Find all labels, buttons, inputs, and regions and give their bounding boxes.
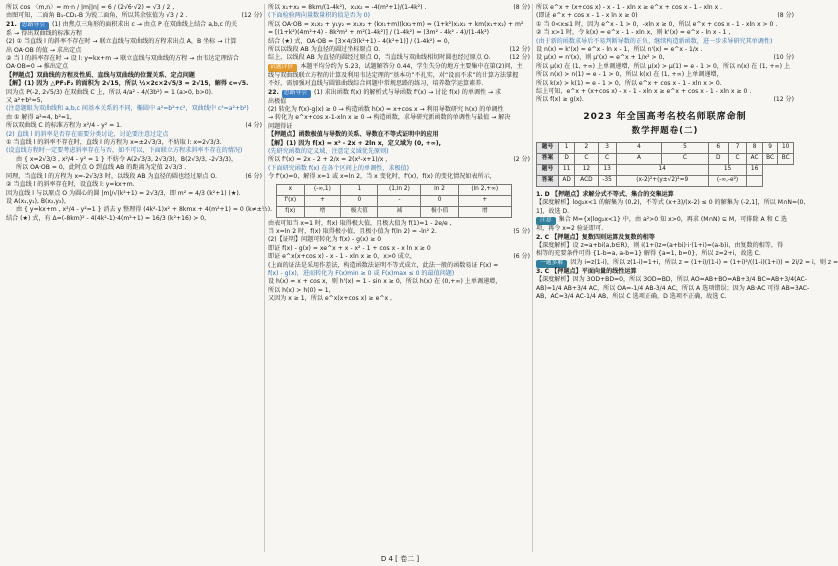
answer-cell: 4	[616, 143, 662, 154]
line-text: (1) 由焦点三角形的面积求出 c → 由点 P 在双曲线上结合 a,b,c 的关	[52, 20, 238, 28]
text-line	[268, 295, 530, 303]
text-line	[268, 278, 530, 286]
line-text: 所以 h(x) > h(0) = 1，	[268, 286, 335, 294]
score-label: (12 分)	[241, 12, 262, 20]
text-line	[268, 253, 530, 261]
table-cell: 增	[458, 206, 511, 217]
line-text: 系 → 得出双曲线的标准方程	[6, 29, 83, 37]
table-cell: 极大值	[341, 206, 378, 217]
line-text: f(x) - g(x)，进而转化为 F(x)min ≥ 0 或 F(x)max ≤ 0 的最值问题)	[268, 270, 455, 278]
text-line	[6, 114, 262, 122]
exam-title: 2023 年全国高考名校名师联席命制	[583, 111, 747, 122]
column-right	[536, 4, 838, 552]
line-text: 所以 f'(x) = 2x - 2 + 2/x = 2(x²-x+1)/x ，	[268, 156, 392, 164]
line-text: 所以 e^x + (x+cos x) - x - 1 - xln x ≥ e^x + cos x - 1 - xln x .	[536, 4, 723, 11]
answer-key-table	[536, 142, 794, 187]
column-right-bottom	[536, 190, 838, 301]
table-cell: f'(x)	[277, 195, 305, 206]
answer-cell: 题号	[537, 164, 559, 175]
text-line	[268, 123, 530, 131]
answer-cell: 12	[575, 164, 598, 175]
line-text: 所以 x₁+x₂ = 8km/(1-4k²)，x₁x₂ = -4(m²+1)/(1-4k²) .	[268, 4, 427, 11]
answer-cell: C	[662, 153, 708, 164]
line-text: (即证 e^x + cos x - 1 - x ln x ≥ 0)	[536, 12, 638, 20]
line-text: AB，AC=3/4 AC-1/4 AB，所以 C 选项正确，D 选项不正确，故选 C.	[536, 292, 727, 300]
answer-cell: D	[558, 153, 574, 164]
text-line	[6, 80, 262, 88]
column-right-top	[536, 4, 794, 105]
text-line	[536, 96, 794, 104]
line-text: 问题得证	[268, 122, 293, 130]
answer-row	[537, 153, 794, 164]
answer-cell: A	[616, 153, 662, 164]
line-text: 所以 k(x) > k(1) = e - 1 > 0，所以 e^x + cos x - 1 - xln x > 0.	[536, 79, 722, 87]
line-text: 【押题点】函数极值与导数的关系、导数在不等式证明中的应用	[268, 131, 439, 139]
section-badge: 思路导引	[282, 90, 311, 98]
tip-badge: 一题多解	[536, 260, 567, 268]
table-cell: +	[458, 195, 511, 206]
table-cell: ln 2	[421, 184, 458, 195]
answer-cell: 题号	[537, 143, 559, 154]
line-text: 所以 OA·OB = 0，此时点 O 到直线 AB 的距离为定值 2√3/3 .	[16, 164, 187, 172]
score-label: (8 分)	[777, 12, 794, 20]
line-text: 因为 i=z(1-i)，所以 z(1-i)=1+i，所以 z = (1+i)/(1-i) = (1+i)²/((1-i)(1+i)) = 2i/2 = i，则 z =	[570, 258, 838, 266]
answer-cell: 答案	[537, 153, 559, 164]
line-text: 由 ① 解得 a²=4, b²=1,	[6, 113, 72, 121]
table-cell: 0	[421, 195, 458, 206]
score-label: (12 分)	[773, 96, 794, 104]
table-cell: x	[277, 184, 305, 195]
text-line	[268, 98, 530, 106]
section-badge: 试题评价	[268, 64, 297, 72]
line-text: ② 当 x>1 时，令 k(x) = e^x - 1 - xln x，则 k'(x) = e^x - ln x - 1 ,	[536, 29, 731, 37]
text-line	[536, 54, 794, 62]
line-text: ② 当 l 的斜率存在时 → 设 l: y=kx+m → 联立直线与双曲线的方程 → 由韦达定理结合	[6, 55, 239, 63]
text-line	[268, 156, 530, 164]
line-text: 设 n(x) = k'(x) = e^x - ln x - 1，所以 n'(x) = e^x - 1/x .	[536, 46, 703, 54]
table-cell: -	[378, 195, 421, 206]
text-line	[268, 220, 530, 228]
text-line	[268, 173, 530, 181]
answer-row	[537, 175, 794, 186]
text-line	[536, 63, 794, 71]
line-text: (下面检验两向量数量积的值是否为 0)	[268, 12, 370, 20]
score-label: (5 分)	[513, 228, 530, 236]
answer-cell: 9	[762, 143, 778, 154]
answer-cell: (-∞,-e²)	[708, 175, 747, 186]
line-text: 所以 cos 〈m,n〉= m·n / |m||n| = 6 / (2√6·√2) = √3 / 2 ,	[6, 4, 175, 11]
line-text: 【解】(1) 因为 △PF₁F₂ 的面积为 2√15，所以 ½×2c×2√5/3 = 2√15，解得 c=√5.	[6, 80, 249, 88]
table-cell: 0	[341, 195, 378, 206]
line-text: (由于新的函数求导后不易判断导数的正负，继续构造新函数，进一步求导研究其单调性)	[536, 37, 773, 45]
answer-cell: 15	[708, 164, 747, 175]
text-line	[536, 80, 794, 88]
answer-row	[537, 164, 794, 175]
text-line	[268, 89, 530, 98]
line-text: 所以以线段 AB 为直径的圆过坐标原点 O.	[268, 46, 381, 54]
text-line	[268, 54, 530, 62]
answer-cell: C	[598, 153, 616, 164]
line-text: 因为点 P(-2, 2√5/3) 在双曲线 C 上，所以 4/a² - 4/(3b²) = 1 (a>0, b>0).	[6, 88, 213, 96]
text-line	[6, 38, 262, 46]
text-line	[268, 245, 530, 253]
answer-cell: (x-2)²+(y±√2)²=9	[616, 175, 708, 186]
score-label: (2 分)	[513, 156, 530, 164]
line-text: (2) ① 当直线 l 的斜率不存在时 → 联立直线与双曲线的方程求出点 A，B 坐标 → 计算	[6, 38, 237, 46]
page-footer: D 4 [ 卷二 ]	[380, 555, 420, 563]
line-text: 结合 (★) 式，有 Δ=(-8km)² - 4(4k²-1)·4(m²+1) = 16/3 (k²+16) > 0,	[6, 214, 207, 222]
line-text: 即证 f(x) - g(x) = xe^x + x - x² - 1 + cos x - x ln x ≥ 0	[268, 244, 431, 252]
line-text: 令 f'(x)=0，解得 x=1 或 x=ln 2，当 x 变化时，f'(x)，f(x) 的变化情况如表所示，	[268, 173, 496, 181]
text-line	[6, 122, 262, 130]
text-line	[268, 12, 530, 20]
line-text: (1) 求出函数 f(x) 的解析式与导函数 f'(x) → 讨论 f(x) 的单调性 → 求	[314, 88, 502, 96]
table-cell: f(x)	[277, 206, 305, 217]
answer-cell: BC	[762, 153, 778, 164]
line-text: 线与双曲线联立方程的计算及利用韦达定理的“基本功”不扎实，对“设而不求”的计算方法掌握	[268, 71, 519, 79]
text-line	[6, 63, 262, 71]
table-cell: (-∞,1)	[304, 184, 341, 195]
table-cell: 极小值	[421, 206, 458, 217]
answer-row	[537, 143, 794, 154]
line-text: 本题平均分约为 5.23，试题解答分 0.44，学生失分的地方主要集中在第(2)问，主	[300, 62, 523, 70]
line-text: 因为直线 l 与以原点 O 为圆心的圆 |m|/√(k²+1) = 2√3/3，即 m² = 4/3 (k²+1) (★).	[6, 189, 241, 197]
text-line	[6, 105, 262, 113]
question-number: 21.	[6, 20, 17, 28]
table-cell: 减	[378, 206, 421, 217]
score-label: (6 分)	[245, 172, 262, 180]
line-text: 所以 OA·OB = x₁x₂ + y₁y₂ = x₁x₂ + (kx₁+m)(kx₂+m) = (1+k²)x₁x₂ + km(x₁+x₂) + m²	[268, 20, 524, 28]
column-divider	[264, 4, 265, 552]
score-label: (10 分)	[773, 54, 794, 62]
line-text: 所以 f(x) ≥ g(x).	[536, 96, 584, 104]
line-text: 同理，当直线 l 的方程为 x=-2√3/3 时，以线段 AB 为直径的圆也经过原点 O.	[6, 172, 217, 180]
text-line	[6, 30, 262, 38]
line-text: 相等的充要条件可得 {1-b=a, a-b=1} 解得 {a=1, b=0}，所以 z=2+i，故选 C.	[536, 250, 761, 258]
line-text: 【深度解析】log₂x<1 的解集为 (0,2)，不等式 (x+3)/(x-2) ≤ 0 的解集为 (-2,1]，所以 M∩N=(0,	[536, 199, 806, 207]
text-line	[536, 258, 838, 268]
text-line	[6, 47, 262, 55]
text-line	[268, 29, 530, 37]
text-line	[536, 38, 794, 46]
exam-subtitle: 数学押题卷(二)	[631, 126, 699, 137]
answer-cell: 3	[598, 143, 616, 154]
line-text: = [(1+k²)(4m²+4) - 8k²m² + m²(1-4k²)] / (1-4k²) = (3m² - 4k² - 4)/(1-4k²)	[268, 29, 490, 37]
line-text: 所以双曲线 C 的标准方程为 x²/4 - y² = 1.	[6, 122, 122, 130]
line-text: ① 当直线 l 的斜率不存在时，直线 l 的方程为 x=±2√3/3，不妨取 l: x=2√3/3.	[6, 139, 222, 147]
question-number: 22.	[268, 88, 279, 96]
answer-cell: 7	[728, 143, 747, 154]
text-line	[536, 208, 794, 216]
text-line	[268, 38, 530, 46]
line-text: 由表可知当 x=1 时，f(x) 取得极大值，且极大值为 f(1)=1 - 2e/e ,	[268, 219, 452, 227]
line-text: 项，再令 x=2 验证即可.	[536, 225, 604, 233]
text-line	[536, 268, 794, 276]
text-line	[6, 12, 262, 20]
answer-cell: 6	[708, 143, 728, 154]
line-text: 出极值	[268, 97, 287, 105]
answer-cell: 14	[616, 164, 708, 175]
column-middle	[268, 4, 530, 552]
line-text: (2)【证明】问题可转化为 f(x) - g(x) ≥ 0	[268, 236, 382, 244]
line-text: (上面的证法是采用作差法，构造函数法证明不等式成立，此法一般的函数易证 F(x) =	[268, 261, 499, 269]
column-left	[6, 4, 273, 552]
line-text: OA·OB=0 → 推出定点	[6, 63, 69, 71]
answer-cell: C	[728, 153, 747, 164]
line-text: 由 { y=kx+m , x²/4 - y²=1 } 消去 y 整理得 (4k²-1)x² + 8kmx + 4(m²+1) = 0 (k≠±½).	[16, 206, 273, 214]
text-line	[268, 72, 530, 80]
line-text: (2) 转化为 f(x)-g(x) ≥ 0 → 构造函数 h(x) = x+cos x → 利用导数研究 h(x) 的单调性	[268, 106, 504, 114]
text-line	[6, 181, 262, 189]
score-label: (4 分)	[245, 122, 262, 130]
line-text: 【深度解析】因为 3OD+BD=0，所以 3OD=BD，所以 AO=AB+BO=AB+3/4 BC=AB+3/4(AC-	[536, 276, 807, 284]
text-line	[536, 199, 806, 207]
answer-cell: 1	[558, 143, 574, 154]
table-cell: 增	[304, 206, 341, 217]
answer-cell: 8	[747, 143, 762, 154]
score-label: (12 分)	[509, 54, 530, 62]
text-line	[6, 173, 262, 181]
line-text: ① 当 0<x≤1 时，因为 e^x - 1 > 0，-xln x ≥ 0，所以 e^x + cos x - 1 - xln x > 0 .	[536, 20, 778, 28]
score-label: (8 分)	[513, 4, 530, 11]
answer-cell: ACD	[575, 175, 598, 186]
text-line	[536, 29, 794, 37]
text-line	[268, 262, 530, 270]
answer-cell: AD	[558, 175, 574, 186]
answer-cell: 5	[662, 143, 708, 154]
line-text: ② 当直线 l 的斜率存在时，设直线 l: y=kx+m.	[6, 181, 135, 189]
line-text: 3. C 【押题点】平面向量的线性运算	[536, 267, 637, 275]
text-line	[6, 206, 273, 214]
line-text: (设直线方程时一定要考虑斜率存在与否，如不可以，下面联立方程求斜率不存在的情况)	[6, 147, 243, 155]
line-text: 1. D 【押题点】求解分式不等式、集合的交集运算	[536, 190, 674, 198]
line-text: 结合 (★) 式，OA·OB = [3×4/3(k²+1) - 4(k²+1)] / (1-4k²) = 0，	[268, 37, 454, 45]
line-text: 【解】(1) 因为 f(x) = x² - 2x + 2ln x，定义域为 (0, +∞),	[268, 139, 441, 147]
text-line	[536, 71, 794, 79]
line-text: 【押题点】双曲线的方程及性质、直线与双曲线的位置关系、定点问题	[6, 71, 195, 79]
text-line	[6, 215, 262, 223]
line-text: 出 OA·OB 的值 → 求出定点	[6, 46, 82, 54]
answer-cell: 10	[778, 143, 794, 154]
line-text: 2. C 【押题点】复数四则运算及复数的相等	[536, 233, 655, 241]
answer-cell: D	[708, 153, 728, 164]
text-line	[536, 293, 794, 301]
text-line	[268, 114, 530, 122]
line-text: 设 μ(x) = n'(x)，则 μ'(x) = e^x + 1/x² > 0,	[536, 54, 665, 62]
answer-cell: 16	[747, 164, 762, 175]
line-text: → 转化为 e^x+cos x-1-xln x ≥ 0 → 构造函数，求导研究新函数的单调性与最值 → 解决	[268, 114, 511, 122]
text-line	[536, 12, 794, 20]
line-text: 不好，需加强对直线与圆锥曲线综合问题中常规思路的练习，培养数学运算素养.	[268, 80, 484, 88]
text-line	[536, 225, 794, 233]
text-line	[6, 131, 262, 139]
answer-cell: 13	[598, 164, 616, 175]
line-text: 设 h(x) = x + cos x，则 h'(x) = 1 - sin x ≥ 0，所以 h(x) 在 (0,+∞) 上单调递增，	[268, 278, 502, 286]
text-line	[268, 21, 530, 29]
text-line	[268, 140, 530, 148]
line-text: (注意题眼为双曲线和 a,b,c 间基本关系的不同，椭圆中 a²=b²+c²，双曲线中 c²=a²+b²)	[6, 105, 249, 113]
line-text: 由图可知，二面角 B₁-CD₁-B 为锐二面角，所以其余弦值为 √3 / 2 .	[6, 12, 188, 20]
line-text: (先研究函数的定义域，注意定义域优先原则)	[268, 148, 389, 156]
tip-badge: 注意	[536, 217, 556, 225]
line-text: 又因为 x ≥ 1，所以 e^x(x+cos x) ≥ e^x ,	[268, 295, 392, 303]
text-line	[536, 276, 807, 284]
text-line	[6, 164, 262, 172]
answer-cell: 答案	[537, 175, 559, 186]
line-text: 集合 M={x|log₂x<1} 中，由 a²>0 知 x>0，再求 (M∩N) ⊆ M，可排除 A 和 C 选	[558, 216, 787, 224]
text-line	[6, 72, 262, 80]
score-label: (6 分)	[513, 253, 530, 261]
line-text: (下面研究函数 f(x) 在各个区间上的单调性，求极值)	[268, 164, 410, 172]
text-line	[268, 131, 530, 139]
text-line	[6, 190, 262, 198]
line-text: 综上可知，e^x + (x+cos x) - x - 1 - xln x ≥ e^x + cos x - 1 - xln x ≥ 0 .	[536, 88, 752, 96]
text-line	[268, 63, 530, 72]
answer-cell: BC	[778, 153, 794, 164]
text-line	[536, 250, 794, 258]
table-cell: (ln 2,+∞)	[458, 184, 511, 195]
section-badge: 思路导引	[20, 22, 49, 30]
column-divider	[532, 4, 533, 552]
variation-table	[276, 184, 512, 218]
score-label: (12 分)	[509, 46, 530, 54]
answer-cell: 11	[558, 164, 574, 175]
line-text: 当 x=ln 2 时，f(x) 取得极小值，且极小值为 f(ln 2) = -ln² 2.	[268, 228, 437, 236]
text-line	[6, 21, 262, 30]
answer-cell: C	[575, 153, 598, 164]
line-text: 设 A(x₁,y₁), B(x₂,y₂)，	[6, 197, 70, 205]
line-text: 所以 n(x) > n(1) = e - 1 > 0，所以 k(x) 在 (1, +∞) 上单调递增，	[536, 71, 723, 79]
line-text: 1]，故选 D.	[536, 207, 570, 215]
line-text: (2) 直线 l 的斜率是否存在需要分类讨论，讨论要注意过定点	[6, 130, 169, 138]
line-text: 所以 μ(x) 在 (1, +∞) 上单调递增，所以 μ(x) > μ(1) = e - 1 > 0，所以 n(x) 在 (1, +∞) 上	[536, 62, 791, 70]
line-text: 【深度解析】设 z=a+bi(a,b∈R)，则 i(1+i)z=(a+bi)·i·(1+i)=(a-b)i，由复数的相等，得	[536, 241, 784, 249]
table-cell: (1,ln 2)	[378, 184, 421, 195]
line-text: 由 { x=2√3/3 , x²/4 - y² = 1 } 不妨令 A(2√3/3, 2√3/3)，B(2√3/3, -2√3/3)，	[16, 155, 238, 163]
line-text: 即证 e^x(x+cos x) - x - 1 - xln x ≥ 0，x>0 成立，	[268, 253, 417, 261]
text-line	[268, 236, 530, 244]
answer-cell	[747, 175, 762, 186]
text-line	[536, 216, 794, 225]
text-line	[6, 89, 262, 97]
table-cell: 1	[341, 184, 378, 195]
text-line	[6, 147, 262, 155]
answer-cell: 2	[575, 143, 598, 154]
table-cell: +	[304, 195, 341, 206]
answer-cell: AC	[747, 153, 762, 164]
text-line	[536, 284, 810, 293]
line-text: AB)=1/4 AB+3/4 AC，所以 OA=-1/4 AB-3/4 AC，所以 A 选项错误；因为 AB·AC 可得 AB=3AC-	[536, 284, 810, 292]
text-line	[536, 21, 794, 29]
line-text: 又 a²+b²=5,	[6, 97, 43, 105]
text-line	[536, 234, 794, 242]
text-line	[268, 80, 530, 88]
line-text: 综上，以线段 AB 为直径的圆经过原点 O，当直线与双曲线相切时圆也经过原点 O.	[268, 54, 491, 62]
answer-cell: -35	[598, 175, 616, 186]
